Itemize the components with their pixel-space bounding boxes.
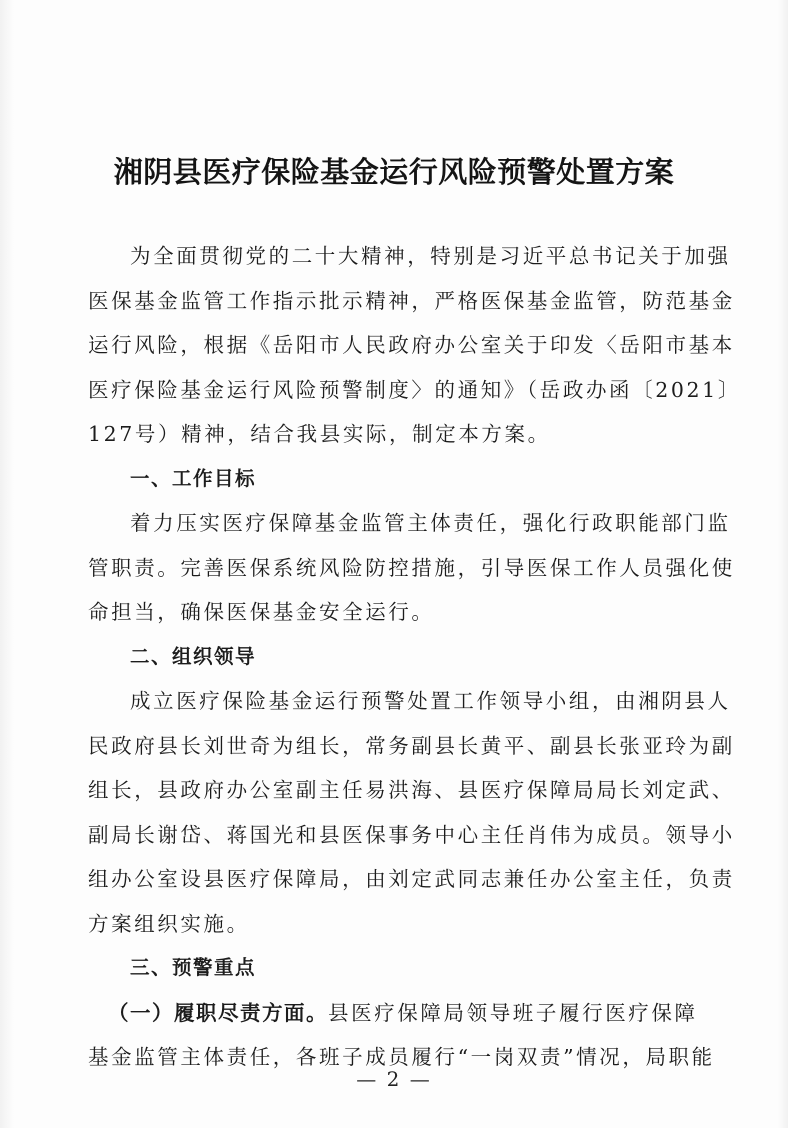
paragraph-line: 方案组织实施。 [88,911,250,936]
paragraph-line: 组长，县政府办公室副主任易洪海、县医疗保障局局长刘定武、 [88,778,735,802]
paragraph-line: 民政府县长刘世奇为组长，常务副县长黄平、副县长张亚玲为副 [88,733,735,758]
paragraph-line: 组办公室设县医疗保障局，由刘定武同志兼任办公室主任，负责 [88,867,735,891]
page-number: — 2 — [356,1067,432,1091]
paragraph-line: 管职责。完善医保系统风险防控措施，引导医保工作人员强化使 [88,555,735,580]
paragraph-line: 成立医疗保险基金运行预警处置工作领导小组，由湘阴县人 [130,689,731,713]
paragraph-line: 127号）精神，结合我县实际，制定本方案。 [88,422,551,446]
item-lead: （一）履职尽责方面。 [108,1000,328,1025]
paragraph-line: 医疗保险基金运行风险预警制度〉的通知》（岳政办函〔2021〕 [88,377,741,402]
paragraph-line: 命担当，确保医保基金安全运行。 [88,600,435,624]
section-heading: 三、预警重点 [130,956,257,979]
paragraph-line: 着力压实医疗保障基金监管主体责任，强化行政职能部门监 [130,511,731,535]
document-title: 湘阴县医疗保险基金运行风险预警处置方案 [113,155,675,189]
section-heading: 一、工作目标 [130,466,257,490]
item-text: 县医疗保障局领导班子履行医疗保障 [328,1000,698,1025]
paragraph-line: 为全面贯彻党的二十大精神，特别是习近平总书记关于加强 [130,244,731,268]
paragraph-line [88,991,716,1036]
paragraph-line: 基金监管主体责任，各班子成员履行“一岗双责”情况，局职能 [88,1045,715,1069]
paragraph-line: 运行风险，根据《岳阳市人民政府办公室关于印发〈岳阳市基本 [88,333,735,357]
section-heading: 二、组织领导 [130,644,257,668]
document-body [88,234,741,1080]
paragraph-line: 副局长谢岱、蒋国光和县医保事务中心主任肖伟为成员。领导小 [88,822,735,847]
paragraph-line: 医保基金监管工作指示批示精神，严格医保基金监管，防范基金 [88,288,735,313]
